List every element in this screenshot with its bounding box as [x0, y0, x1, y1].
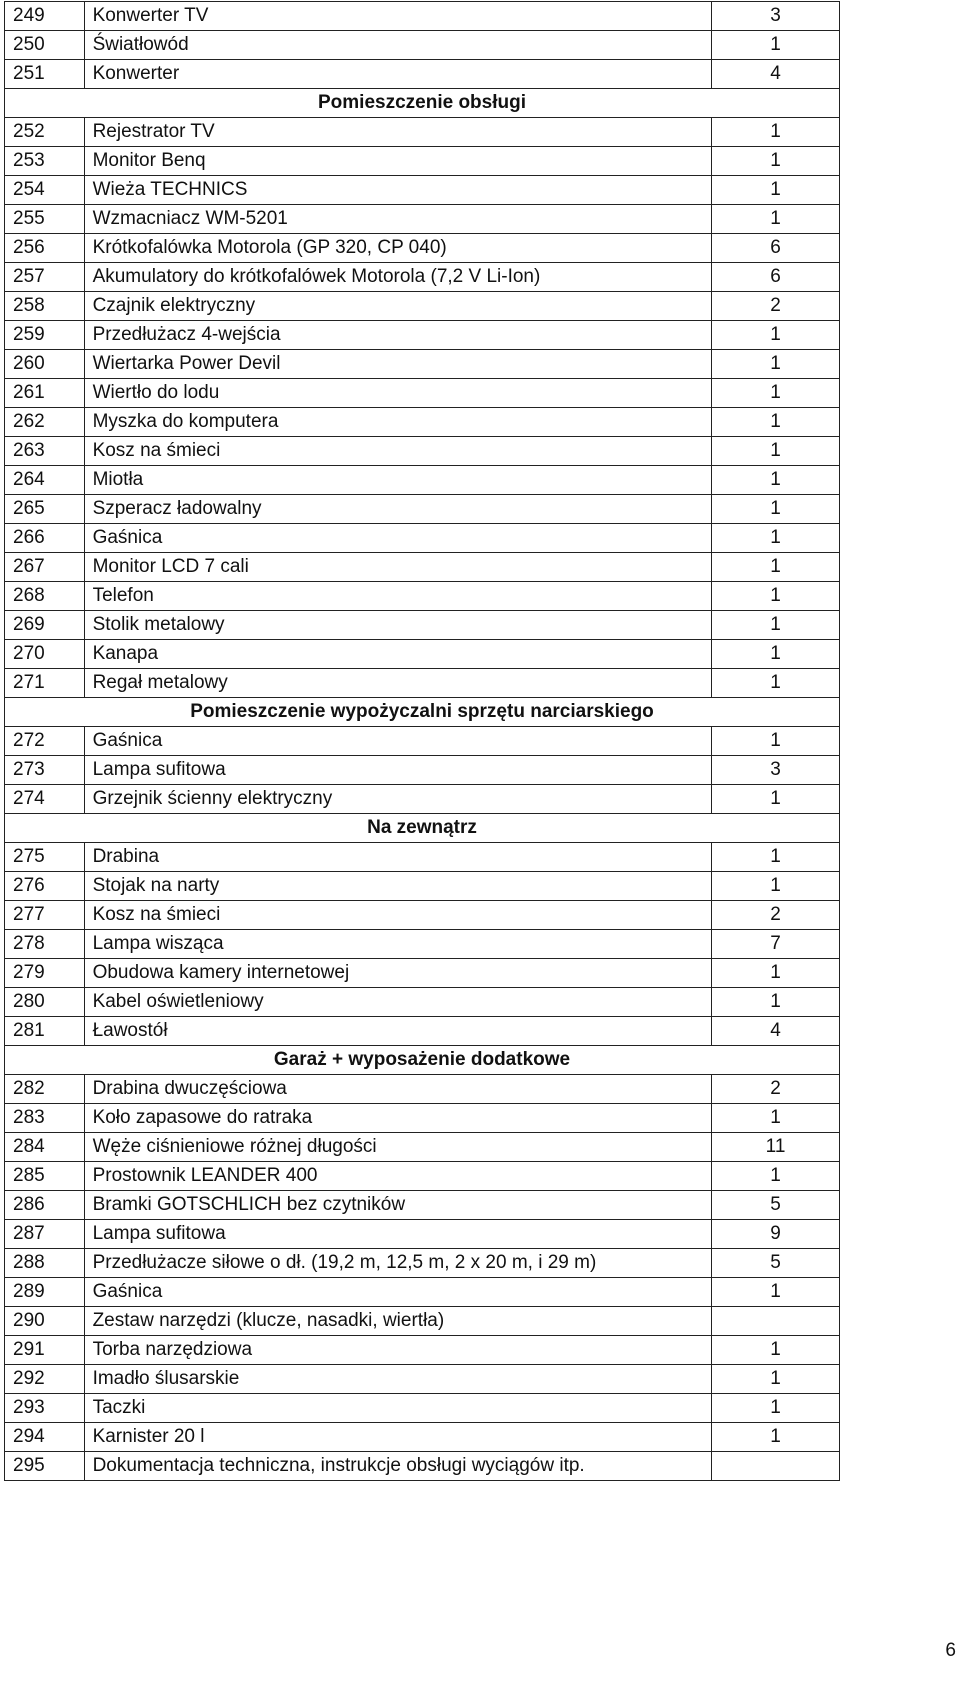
table-row [5, 205, 840, 234]
item-name-cell: Myszka do komputera [84, 408, 712, 437]
item-quantity-cell: 1 [712, 1278, 840, 1307]
item-name-cell: Akumulatory do krótkofalówek Motorola (7,2 V Li-Ion) [84, 263, 712, 292]
table-row [5, 1075, 840, 1104]
item-number-cell: 293 [5, 1394, 85, 1423]
item-name-cell: Ławostół [84, 1017, 712, 1046]
table-row [5, 1336, 840, 1365]
item-quantity-cell: 1 [712, 582, 840, 611]
table-row [5, 640, 840, 669]
item-quantity-cell: 9 [712, 1220, 840, 1249]
item-number-cell: 295 [5, 1452, 85, 1481]
item-number-cell: 277 [5, 901, 85, 930]
table-row [5, 466, 840, 495]
section-title: Pomieszczenie obsługi [5, 89, 840, 118]
item-number-cell: 258 [5, 292, 85, 321]
item-number-cell: 266 [5, 524, 85, 553]
item-quantity-cell: 1 [712, 379, 840, 408]
item-number-cell: 273 [5, 756, 85, 785]
item-number-cell: 283 [5, 1104, 85, 1133]
item-number-cell: 257 [5, 263, 85, 292]
table-row [5, 1278, 840, 1307]
item-number-cell: 280 [5, 988, 85, 1017]
table-row [5, 1220, 840, 1249]
item-name-cell: Lampa sufitowa [84, 1220, 712, 1249]
section-header-row [5, 698, 840, 727]
item-name-cell: Stojak na narty [84, 872, 712, 901]
table-row [5, 350, 840, 379]
item-quantity-cell: 1 [712, 437, 840, 466]
item-quantity-cell: 1 [712, 669, 840, 698]
item-number-cell: 288 [5, 1249, 85, 1278]
item-name-cell: Wiertło do lodu [84, 379, 712, 408]
item-quantity-cell: 1 [712, 959, 840, 988]
item-name-cell: Dokumentacja techniczna, instrukcje obsługi wyciągów itp. [84, 1452, 712, 1481]
item-quantity-cell: 2 [712, 1075, 840, 1104]
item-quantity-cell: 1 [712, 31, 840, 60]
table-row [5, 1394, 840, 1423]
item-name-cell: Imadło ślusarskie [84, 1365, 712, 1394]
table-row [5, 1104, 840, 1133]
item-name-cell: Zestaw narzędzi (klucze, nasadki, wiertła) [84, 1307, 712, 1336]
item-quantity-cell: 1 [712, 1423, 840, 1452]
item-name-cell: Lampa sufitowa [84, 756, 712, 785]
item-number-cell: 282 [5, 1075, 85, 1104]
section-title: Garaż + wyposażenie dodatkowe [5, 1046, 840, 1075]
item-number-cell: 292 [5, 1365, 85, 1394]
item-name-cell: Taczki [84, 1394, 712, 1423]
item-number-cell: 268 [5, 582, 85, 611]
item-number-cell: 259 [5, 321, 85, 350]
table-row [5, 1162, 840, 1191]
table-row [5, 321, 840, 350]
section-title: Pomieszczenie wypożyczalni sprzętu narciarskiego [5, 698, 840, 727]
item-number-cell: 264 [5, 466, 85, 495]
table-row [5, 872, 840, 901]
table-row [5, 2, 840, 31]
item-name-cell: Torba narzędziowa [84, 1336, 712, 1365]
item-name-cell: Węże ciśnieniowe różnej długości [84, 1133, 712, 1162]
table-row [5, 582, 840, 611]
item-quantity-cell: 1 [712, 843, 840, 872]
item-name-cell: Konwerter TV [84, 2, 712, 31]
item-name-cell: Drabina [84, 843, 712, 872]
table-row [5, 176, 840, 205]
item-quantity-cell: 1 [712, 640, 840, 669]
item-number-cell: 290 [5, 1307, 85, 1336]
item-name-cell: Monitor Benq [84, 147, 712, 176]
item-number-cell: 286 [5, 1191, 85, 1220]
table-row [5, 611, 840, 640]
item-number-cell: 254 [5, 176, 85, 205]
item-name-cell: Monitor LCD 7 cali [84, 553, 712, 582]
item-number-cell: 252 [5, 118, 85, 147]
item-number-cell: 274 [5, 785, 85, 814]
item-quantity-cell: 1 [712, 1104, 840, 1133]
item-quantity-cell: 6 [712, 234, 840, 263]
item-number-cell: 278 [5, 930, 85, 959]
item-number-cell: 289 [5, 1278, 85, 1307]
table-row [5, 292, 840, 321]
item-quantity-cell: 1 [712, 1162, 840, 1191]
table-row [5, 785, 840, 814]
table-row [5, 437, 840, 466]
item-name-cell: Prostownik LEANDER 400 [84, 1162, 712, 1191]
item-name-cell: Bramki GOTSCHLICH bez czytników [84, 1191, 712, 1220]
item-quantity-cell: 2 [712, 292, 840, 321]
item-name-cell: Rejestrator TV [84, 118, 712, 147]
table-row [5, 118, 840, 147]
item-name-cell: Kosz na śmieci [84, 901, 712, 930]
item-quantity-cell: 1 [712, 495, 840, 524]
item-number-cell: 275 [5, 843, 85, 872]
inventory-table [4, 1, 840, 1481]
item-name-cell: Grzejnik ścienny elektryczny [84, 785, 712, 814]
item-name-cell: Kosz na śmieci [84, 437, 712, 466]
item-name-cell: Telefon [84, 582, 712, 611]
item-name-cell: Lampa wisząca [84, 930, 712, 959]
item-quantity-cell: 1 [712, 176, 840, 205]
item-name-cell: Gaśnica [84, 727, 712, 756]
item-number-cell: 279 [5, 959, 85, 988]
table-row [5, 756, 840, 785]
table-row [5, 408, 840, 437]
page-number: 6 [945, 1640, 956, 1661]
item-name-cell: Wzmacniacz WM-5201 [84, 205, 712, 234]
item-name-cell: Światłowód [84, 31, 712, 60]
item-name-cell: Kabel oświetleniowy [84, 988, 712, 1017]
section-header-row [5, 1046, 840, 1075]
item-quantity-cell: 6 [712, 263, 840, 292]
table-row [5, 1249, 840, 1278]
item-name-cell: Stolik metalowy [84, 611, 712, 640]
item-number-cell: 272 [5, 727, 85, 756]
item-number-cell: 263 [5, 437, 85, 466]
table-row [5, 843, 840, 872]
item-number-cell: 249 [5, 2, 85, 31]
item-quantity-cell: 1 [712, 553, 840, 582]
item-quantity-cell: 1 [712, 321, 840, 350]
item-quantity-cell [712, 1452, 840, 1481]
table-row [5, 1017, 840, 1046]
section-header-row [5, 89, 840, 118]
table-row [5, 930, 840, 959]
item-name-cell: Obudowa kamery internetowej [84, 959, 712, 988]
item-number-cell: 284 [5, 1133, 85, 1162]
item-quantity-cell: 7 [712, 930, 840, 959]
item-name-cell: Konwerter [84, 60, 712, 89]
item-quantity-cell: 1 [712, 147, 840, 176]
item-name-cell: Drabina dwuczęściowa [84, 1075, 712, 1104]
item-quantity-cell: 1 [712, 988, 840, 1017]
item-name-cell: Gaśnica [84, 1278, 712, 1307]
item-number-cell: 255 [5, 205, 85, 234]
item-quantity-cell: 1 [712, 408, 840, 437]
item-quantity-cell: 3 [712, 756, 840, 785]
item-name-cell: Koło zapasowe do ratraka [84, 1104, 712, 1133]
table-row [5, 1423, 840, 1452]
item-number-cell: 256 [5, 234, 85, 263]
table-row [5, 669, 840, 698]
item-quantity-cell: 4 [712, 60, 840, 89]
item-quantity-cell: 1 [712, 611, 840, 640]
item-quantity-cell: 2 [712, 901, 840, 930]
table-row [5, 1365, 840, 1394]
item-quantity-cell: 5 [712, 1249, 840, 1278]
item-name-cell: Szperacz ładowalny [84, 495, 712, 524]
item-number-cell: 271 [5, 669, 85, 698]
item-number-cell: 250 [5, 31, 85, 60]
section-title: Na zewnątrz [5, 814, 840, 843]
item-quantity-cell: 1 [712, 466, 840, 495]
item-number-cell: 267 [5, 553, 85, 582]
item-quantity-cell: 1 [712, 350, 840, 379]
inventory-table-body [5, 2, 840, 1481]
item-number-cell: 260 [5, 350, 85, 379]
table-row [5, 234, 840, 263]
item-name-cell: Czajnik elektryczny [84, 292, 712, 321]
table-row [5, 60, 840, 89]
table-row [5, 524, 840, 553]
item-number-cell: 265 [5, 495, 85, 524]
section-header-row [5, 814, 840, 843]
table-row [5, 1133, 840, 1162]
item-quantity-cell: 1 [712, 1394, 840, 1423]
item-quantity-cell [712, 1307, 840, 1336]
table-row [5, 959, 840, 988]
table-row [5, 263, 840, 292]
table-row [5, 495, 840, 524]
item-name-cell: Przedłużacze siłowe o dł. (19,2 m, 12,5 m, 2 x 20 m, i 29 m) [84, 1249, 712, 1278]
item-name-cell: Wiertarka Power Devil [84, 350, 712, 379]
item-number-cell: 253 [5, 147, 85, 176]
item-number-cell: 276 [5, 872, 85, 901]
table-row [5, 31, 840, 60]
item-name-cell: Gaśnica [84, 524, 712, 553]
item-quantity-cell: 1 [712, 1365, 840, 1394]
table-row [5, 147, 840, 176]
item-number-cell: 261 [5, 379, 85, 408]
item-number-cell: 251 [5, 60, 85, 89]
item-number-cell: 281 [5, 1017, 85, 1046]
item-number-cell: 287 [5, 1220, 85, 1249]
item-quantity-cell: 1 [712, 727, 840, 756]
item-quantity-cell: 1 [712, 205, 840, 234]
item-quantity-cell: 5 [712, 1191, 840, 1220]
table-row [5, 1191, 840, 1220]
item-name-cell: Wieża TECHNICS [84, 176, 712, 205]
table-row [5, 901, 840, 930]
item-number-cell: 270 [5, 640, 85, 669]
item-number-cell: 269 [5, 611, 85, 640]
item-name-cell: Przedłużacz 4-wejścia [84, 321, 712, 350]
table-row [5, 1452, 840, 1481]
table-row [5, 553, 840, 582]
table-row [5, 379, 840, 408]
table-row [5, 727, 840, 756]
item-name-cell: Krótkofalówka Motorola (GP 320, CP 040) [84, 234, 712, 263]
item-quantity-cell: 1 [712, 1336, 840, 1365]
table-row [5, 1307, 840, 1336]
table-row [5, 988, 840, 1017]
item-number-cell: 285 [5, 1162, 85, 1191]
item-name-cell: Regał metalowy [84, 669, 712, 698]
item-number-cell: 262 [5, 408, 85, 437]
item-name-cell: Kanapa [84, 640, 712, 669]
item-quantity-cell: 1 [712, 118, 840, 147]
item-quantity-cell: 1 [712, 524, 840, 553]
item-name-cell: Karnister 20 l [84, 1423, 712, 1452]
item-quantity-cell: 1 [712, 785, 840, 814]
item-name-cell: Miotła [84, 466, 712, 495]
item-number-cell: 291 [5, 1336, 85, 1365]
item-quantity-cell: 3 [712, 2, 840, 31]
item-quantity-cell: 4 [712, 1017, 840, 1046]
item-number-cell: 294 [5, 1423, 85, 1452]
item-quantity-cell: 11 [712, 1133, 840, 1162]
item-quantity-cell: 1 [712, 872, 840, 901]
